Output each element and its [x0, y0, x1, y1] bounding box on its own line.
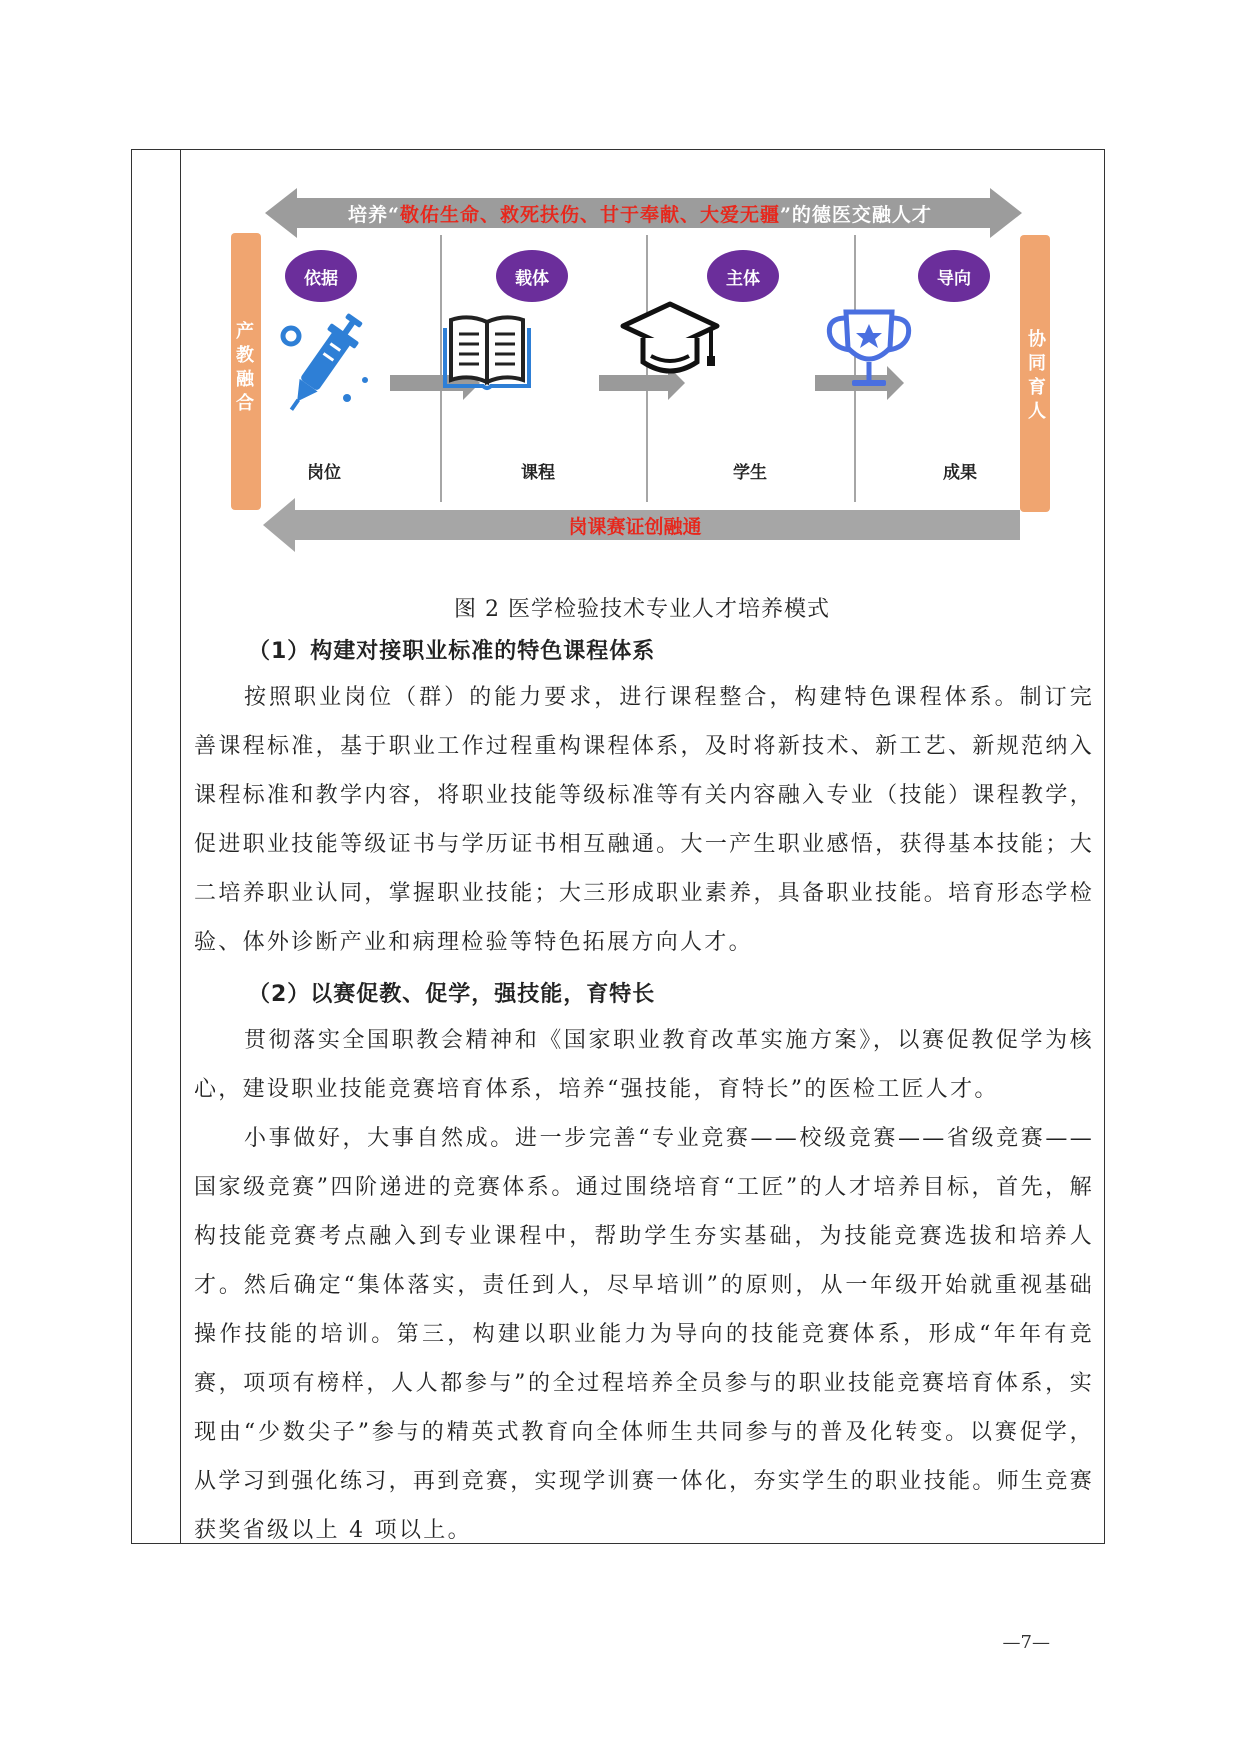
figure-caption: 图 2 医学检验技术专业人才培养模式 [454, 597, 830, 622]
top-banner [285, 195, 995, 231]
bottom-banner: 岗课赛证创融通 [568, 515, 702, 538]
stage-label-student: 学生 [733, 463, 767, 483]
stage-badge-orientation: 导向 [918, 250, 990, 302]
training-model-diagram [225, 180, 1055, 560]
left-side-label: 产教融合 [236, 321, 254, 414]
section1-body [194, 673, 1094, 967]
stage-badge-subject: 主体 [707, 250, 779, 302]
section2-heading: （2）以赛促教、促学，强技能，育特长 [248, 982, 656, 1007]
section2-paragraph-1: 贯彻落实全国职教会精神和《国家职业教育改革实施方案》，以赛促教促学为核心，建设职业技能竞赛培育体系，培养“强技能，育特长”的医检工匠人才。 [194, 1028, 1094, 1102]
section1-paragraph: 按照职业岗位（群）的能力要求，进行课程整合，构建特色课程体系。制订完善课程标准，基于职业工作过程重构课程体系，及时将新技术、新工艺、新规范纳入课程标准和教学内容，将职业技能等级标准等有关内容融入专业（技能）课程教学，促进职业技能等级证书与学历证书相互融通。大一产生职业感悟，获得基本技能；大二培养职业认同，掌握职业技能；大三形成职业素养，具备职业技能。培育形态学检验、体外诊断产业和病理检验等特色拓展方向人才。 [194, 685, 1094, 955]
stage-badge-carrier: 载体 [496, 250, 568, 302]
stage-label-course: 课程 [521, 463, 555, 483]
page-number: —7— [1002, 1632, 1050, 1653]
book-icon [445, 317, 529, 388]
trophy-icon [829, 312, 908, 386]
graduation-cap-icon [623, 304, 717, 371]
section2-paragraph-2: 小事做好，大事自然成。进一步完善“专业竞赛——校级竞赛——省级竞赛——国家级竞赛”四阶递进的竞赛体系。通过围绕培育“工匠”的人才培养目标，首先，解构技能竞赛考点融入到专业课程中，帮助学生夯实基础，为技能竞赛选拔和培养人才。然后确定“集体落实，责任到人，尽早培训”的原则，从一年级开始就重视基础操作技能的培训。第三，构建以职业能力为导向的技能竞赛体系，形成“年年有竞赛，项项有榜样，人人都参与”的全过程培养全员参与的职业技能竞赛培育体系，实现由“少数尖子”参与的精英式教育向全体师生共同参与的普及化转变。以赛促学，从学习到强化练习，再到竞赛，实现学训赛一体化，夯实学生的职业技能。师生竞赛获奖省级以上 4 项以上。 [194, 1126, 1094, 1543]
diagram-shapes [225, 180, 1055, 560]
stage-badge-basis: 依据 [285, 250, 357, 302]
section1-heading: （1）构建对接职业标准的特色课程体系 [248, 639, 656, 664]
top-banner-highlight: 敬佑生命、救死扶伤、甘于奉献、大爱无疆 [399, 203, 780, 226]
syringe-icon [277, 308, 369, 419]
stage-label-post: 岗位 [307, 463, 341, 483]
top-banner-prefix: 培养“ [348, 203, 400, 226]
table-column-divider [180, 149, 181, 1544]
top-banner-suffix: ”的德医交融人才 [780, 203, 932, 226]
right-side-label: 协同育人 [1028, 329, 1046, 422]
section2-body [194, 1016, 1094, 1555]
stage-label-achievement: 成果 [943, 463, 977, 483]
